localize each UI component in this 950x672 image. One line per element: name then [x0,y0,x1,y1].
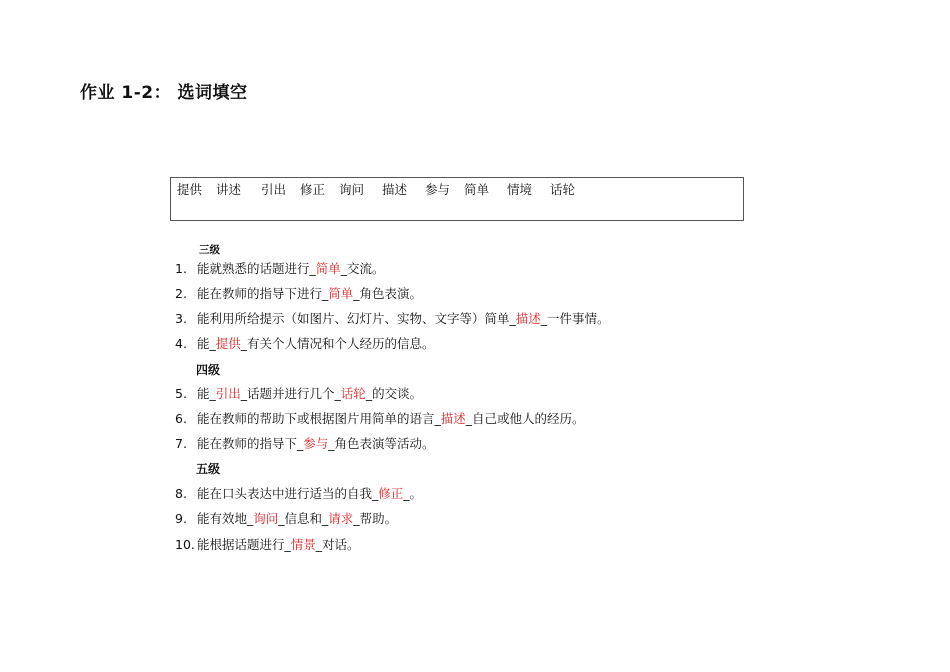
exercise-item [175,384,422,402]
exercise-text: 能就熟悉的话题进行_ [197,261,316,276]
exercise-text: _交流。 [340,261,385,276]
exercise-number: 9. [175,511,187,526]
exercise-item [175,259,385,277]
filled-answer: 引出 [215,386,241,401]
exercise-item [175,509,397,527]
exercise-text: _自己或他人的经历。 [465,411,585,426]
level-heading-5: 五级 [196,462,221,476]
filled-answer: 简单 [328,286,354,301]
exercise-text: _话题并进行几个_ [240,386,341,401]
exercise-item [175,334,435,352]
exercise-text: 能_ [197,386,216,401]
exercise-number: 3. [175,311,187,326]
exercise-item [175,309,610,327]
exercise-text: 能在口头表达中进行适当的自我_ [197,486,379,501]
assignment-title: 作业 1-2： 选词填空 [80,83,248,103]
word-bank-item: 讲述 [216,182,242,197]
word-bank-item: 询问 [339,182,365,197]
exercise-text: _一件事情。 [540,311,610,326]
word-bank-item: 引出 [261,182,287,197]
exercise-text: 能在教师的指导下进行_ [197,286,329,301]
filled-answer: 情景 [290,537,316,552]
exercise-number: 10. [175,537,195,552]
exercise-text: _信息和_ [278,511,329,526]
filled-answer: 描述 [440,411,466,426]
exercise-number: 5. [175,386,187,401]
exercise-item [175,409,585,427]
exercise-text: _角色表演。 [353,286,423,301]
exercise-text: 能利用所给提示（如图片、幻灯片、实物、文字等）简单_ [197,311,516,326]
exercise-item [175,535,360,553]
word-bank-item: 提供 [177,182,203,197]
exercise-text: 能_ [197,336,216,351]
exercise-text: _有关个人情况和个人经历的信息。 [240,336,435,351]
exercise-text: _的交谈。 [365,386,423,401]
word-bank-item: 情境 [507,182,533,197]
filled-answer: 简单 [315,261,341,276]
exercise-item [175,484,422,502]
exercise-text: 能有效地_ [197,511,254,526]
word-bank-item: 参与 [425,182,451,197]
filled-answer: 修正 [378,486,404,501]
filled-answer: 请求 [328,511,354,526]
filled-answer: 参与 [303,436,329,451]
exercise-text: 能在教师的帮助下或根据图片用简单的语言_ [197,411,441,426]
word-bank-item: 修正 [300,182,326,197]
level-heading-4: 四级 [196,363,221,377]
level-heading-3: 三级 [199,244,220,256]
exercise-number: 4. [175,336,187,351]
word-bank-item: 简单 [464,182,490,197]
exercise-item [175,434,435,452]
exercise-number: 7. [175,436,187,451]
word-bank-box [170,177,744,221]
exercise-text: _对话。 [315,537,360,552]
exercise-number: 2. [175,286,187,301]
filled-answer: 询问 [253,511,279,526]
exercise-number: 8. [175,486,187,501]
filled-answer: 描述 [515,311,541,326]
exercise-number: 6. [175,411,187,426]
exercise-text: 能在教师的指导下_ [197,436,304,451]
filled-answer: 提供 [215,336,241,351]
exercise-number: 1. [175,261,187,276]
word-bank-item: 话轮 [550,182,576,197]
exercise-item [175,284,422,302]
filled-answer: 话轮 [340,386,366,401]
exercise-text: 能根据话题进行_ [197,537,291,552]
exercise-text: _。 [403,486,423,501]
exercise-text: _帮助。 [353,511,398,526]
exercise-text: _角色表演等活动。 [328,436,435,451]
word-bank-item: 描述 [382,182,408,197]
